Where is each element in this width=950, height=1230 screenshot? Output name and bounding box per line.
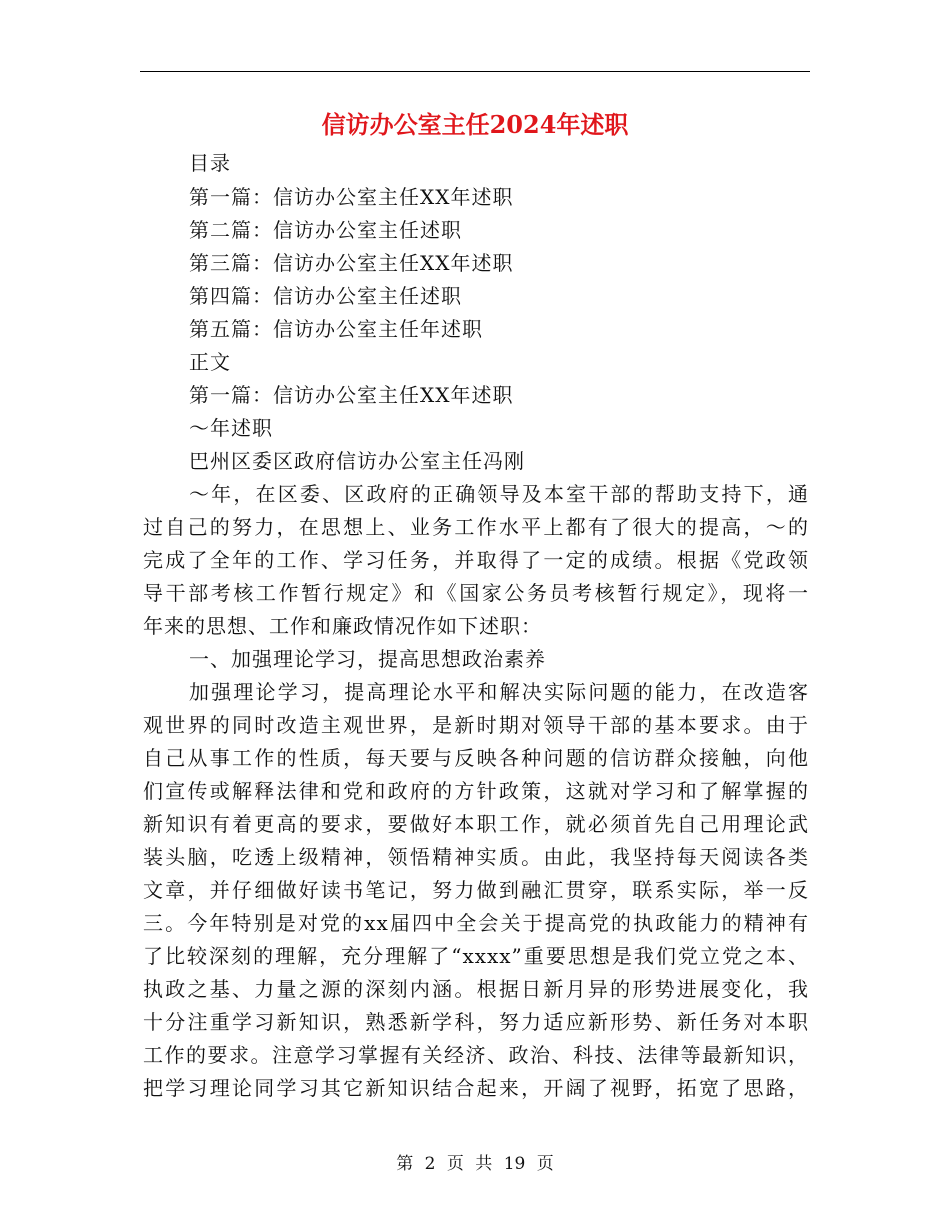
toc-item: 第四篇：信访办公室主任述职 (189, 284, 462, 308)
paragraph-line: 年来的思想、工作和廉政情况作如下述职： (143, 614, 542, 638)
paragraph-line: 加强理论学习，提高理论水平和解决实际问题的能力，在改造客 (189, 680, 809, 704)
paragraph-line: 们宣传或解释法律和党和政府的方针政策，这就对学习和了解掌握的 (143, 779, 809, 803)
body-heading: 正文 (189, 350, 231, 374)
header-rule (140, 71, 810, 72)
paragraph-line: 观世界的同时改造主观世界，是新时期对领导干部的基本要求。由于 (143, 713, 809, 737)
paragraph-line: 把学习理论同学习其它新知识结合起来，开阔了视野，拓宽了思路， (143, 1076, 809, 1100)
paragraph-line: 文章，并仔细做好读书笔记，努力做到融汇贯穿，联系实际，举一反 (143, 878, 809, 902)
author-line: 巴州区委区政府信访办公室主任冯刚 (189, 449, 525, 473)
document-title: 信访办公室主任2024年述职 (321, 110, 629, 139)
paragraph-line: 自己从事工作的性质，每天要与反映各种问题的信访群众接触，向他 (143, 746, 809, 770)
toc-item: 第一篇：信访办公室主任XX年述职 (189, 185, 514, 209)
paragraph-line: 导干部考核工作暂行规定》和《国家公务员考核暂行规定》，现将一 (143, 581, 809, 605)
paragraph-line: 了比较深刻的理解，充分理解了“xxxx”重要思想是我们党立党之本、 (143, 944, 809, 968)
paragraph-line: 装头脑，吃透上级精神，领悟精神实质。由此，我坚持每天阅读各类 (143, 845, 809, 869)
paragraph-line: 完成了全年的工作、学习任务，并取得了一定的成绩。根据《党政领 (143, 548, 809, 572)
paragraph-line: ～年，在区委、区政府的正确领导及本室干部的帮助支持下，通 (189, 482, 809, 506)
paragraph-line: 过自己的努力，在思想上、业务工作水平上都有了很大的提高，～的 (143, 515, 809, 539)
section-heading: 一、加强理论学习，提高思想政治素养 (189, 647, 546, 671)
paragraph-line: 执政之基、力量之源的深刻内涵。根据日新月异的形势进展变化，我 (143, 977, 809, 1001)
toc-item: 第五篇：信访办公室主任年述职 (189, 317, 483, 341)
toc-item: 第二篇：信访办公室主任述职 (189, 218, 462, 242)
toc-item: 第三篇：信访办公室主任XX年述职 (189, 251, 514, 275)
paragraph-line: 新知识有着更高的要求，要做好本职工作，就必须首先自己用理论武 (143, 812, 809, 836)
paragraph-line: 三。今年特别是对党的xx届四中全会关于提高党的执政能力的精神有 (143, 911, 809, 935)
paragraph-line: 工作的要求。注意学习掌握有关经济、政治、科技、法律等最新知识， (143, 1043, 809, 1067)
paragraph-line: 十分注重学习新知识，熟悉新学科，努力适应新形势、新任务对本职 (143, 1010, 809, 1034)
sub-title: ～年述职 (189, 416, 273, 440)
chapter-title: 第一篇：信访办公室主任XX年述职 (189, 383, 514, 407)
toc-heading: 目录 (189, 151, 231, 175)
page-number: 第 2 页 共 19 页 (396, 1154, 554, 1174)
